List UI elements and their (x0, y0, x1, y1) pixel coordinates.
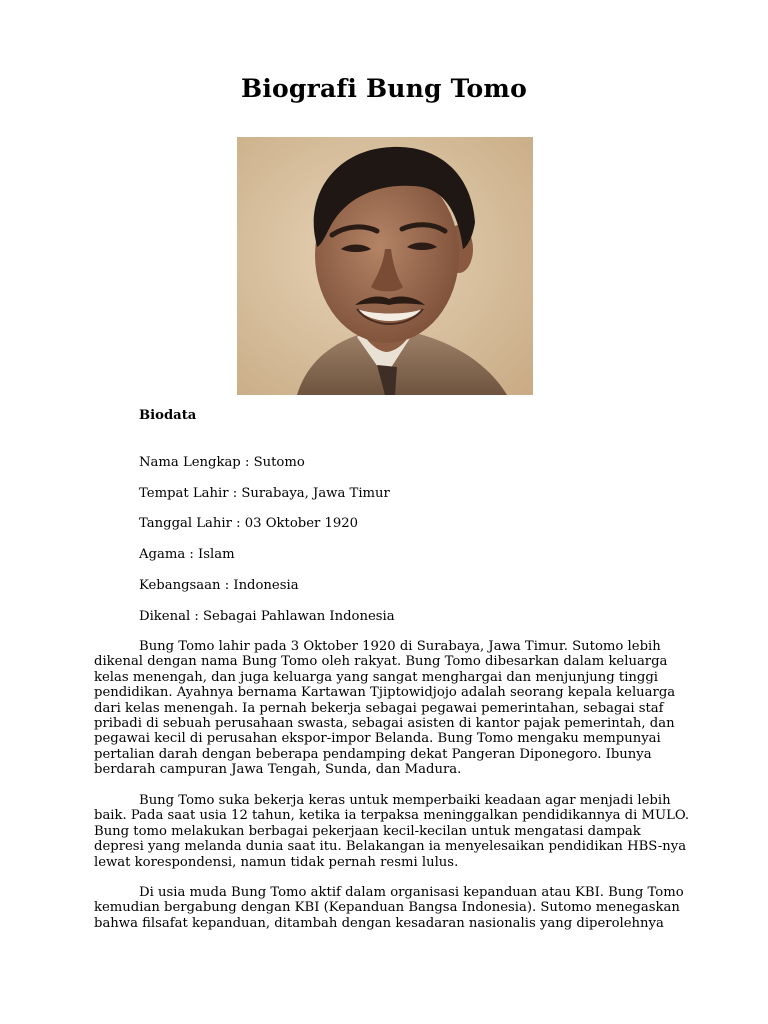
biodata-field-nama: Nama Lengkap : Sutomo (139, 455, 305, 470)
paragraph-line: depresi yang melanda dunia saat itu. Belakangan ia menyelesaikan pendidikan HBS-nya (94, 839, 687, 855)
paragraph-line: dari kelas menengah. Ia pernah bekerja sebagai pegawai pemerintahan, sebagai staf (94, 700, 664, 716)
portrait-photo (237, 137, 533, 395)
paragraph-1 (94, 639, 679, 778)
paragraph-line: Di usia muda Bung Tomo aktif dalam organisasi kepanduan atau KBI. Bung Tomo (139, 885, 684, 900)
paragraph-line: pegawai kecil di perusahan ekspor-impor Belanda. Bung Tomo mengaku mempunyai (94, 731, 661, 747)
biodata-field-kebangsaan: Kebangsaan : Indonesia (139, 578, 299, 593)
biodata-field-dikenal: Dikenal : Sebagai Pahlawan Indonesia (139, 609, 395, 624)
paragraph-line: bahwa filsafat kepanduan, ditambah dengan kesadaran nasionalis yang diperolehnya (94, 915, 664, 931)
biodata-field-tanggal-lahir: Tanggal Lahir : 03 Oktober 1920 (139, 516, 359, 531)
biodata-field-agama: Agama : Islam (139, 547, 235, 562)
paragraph-line: Bung Tomo lahir pada 3 Oktober 1920 di Surabaya, Jawa Timur. Sutomo lebih (139, 639, 661, 654)
paragraph-line: Bung Tomo suka bekerja keras untuk memperbaiki keadaan agar menjadi lebih (139, 793, 671, 808)
paragraph-line: baik. Pada saat usia 12 tahun, ketika ia terpaksa meninggalkan pendidikannya di MULO. (94, 808, 690, 824)
paragraph-line: pertalian darah dengan beberapa pendamping dekat Pangeran Diponegoro. Ibunya (94, 746, 652, 762)
paragraph-line: lewat korespondensi, namun tidak pernah resmi lulus. (94, 854, 459, 870)
document-title: Biografi Bung Tomo (241, 74, 527, 103)
paragraph-2 (94, 793, 690, 870)
biodata-heading: Biodata (139, 408, 197, 423)
paragraph-line: Bung tomo melakukan berbagai pekerjaan kecil-kecilan untuk mengatasi dampak (94, 823, 641, 839)
paragraph-line: kelas menengah, dan juga keluarga yang sangat menghargai dan menjunjung tinggi (94, 669, 659, 685)
paragraph-line: berdarah campuran Jawa Tengah, Sunda, dan Madura. (94, 762, 462, 778)
paragraph-line: pendidikan. Ayahnya bernama Kartawan Tjiptowidjojo adalah seorang kepala keluarga (94, 685, 676, 701)
paragraph-3 (94, 885, 684, 931)
paragraph-line: kemudian bergabung dengan KBI (Kepanduan Bangsa Indonesia). Sutomo menegaskan (94, 900, 680, 916)
paragraph-line: pribadi di sebuah perusahaan swasta, sebagai asisten di kantor pajak pemerintah, dan (94, 715, 675, 731)
biodata-field-tempat-lahir: Tempat Lahir : Surabaya, Jawa Timur (139, 486, 390, 501)
paragraph-line: dikenal dengan nama Bung Tomo oleh rakyat. Bung Tomo dibesarkan dalam keluarga (94, 654, 668, 670)
